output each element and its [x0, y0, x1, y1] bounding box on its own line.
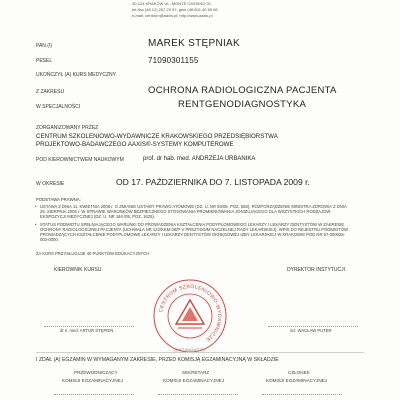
- pan-label: PAN (I): [36, 43, 53, 49]
- seal-ring-text: CENTRUM SZKOLENIOWO-WYDAWNICZE: [158, 283, 223, 343]
- signature-line-member: [262, 394, 342, 395]
- course-manager-name: dr n. med. ARTUR STĘPIEŃ: [60, 328, 114, 333]
- legal-basis-bullet-1: [35, 204, 350, 219]
- education-points: ZA KURS PRZYSŁUGUJE 40 PUNKTÓW EDUKACYJNYCH: [36, 251, 150, 256]
- legal-basis-text-1: USTAWA Z DNIA 11. KWIETNIA 2008 r. O ZMIANIE USTAWY PRAWO ATOMOWE (DZ. U. NR 93/08, POZ. 583), ROZPORZĄDZENIE MINISTRA ZDROWIA Z DNIA 25. SIERPNIA 2005 r. W SPRAWIE WARUNKÓW BEZPIECZNEGO STOSOWANIA PROMIENIOWANIA JONIZUJĄCEGO DLA WSZYSTKICH RODZAJÓW EKSPOZYCJI MEDYCZNEJ (DZ. U. NR 194 /05, POZ. 1625).: [40, 204, 347, 219]
- pesel-value: 71090301155: [148, 56, 199, 65]
- exam-col1-committee: KOMISJI EGZAMINACYJNEJ: [62, 378, 124, 383]
- exam-col2-role: SEKRETARZ: [182, 370, 210, 375]
- exam-col1-role: PRZEWODNICZĄCY: [74, 370, 118, 375]
- scope-value: OCHRONA RADIOLOGICZNA PACJENTA: [148, 85, 337, 96]
- course-manager-title: KIEROWNIK KURSU: [54, 267, 102, 273]
- organizer-label: ZORGANIZOWANY PRZEZ: [36, 125, 99, 131]
- legal-basis-label: PODSTAWA PRAWNA:: [36, 197, 81, 202]
- seal-logo: [176, 300, 204, 328]
- signature-line-right: [268, 326, 358, 327]
- signature-line-chair: [54, 394, 134, 395]
- person-name: MAREK STĘPNIAK: [148, 38, 240, 49]
- exam-col3-committee: KOMISJI EGZAMINACYJNEJ: [266, 378, 328, 383]
- organizer-line-2: PROJEKTOWO-BADAWCZEGO AAXIS®-SYSTEMY KOMPUTEROWE: [36, 141, 234, 148]
- director-title: DYREKTOR INSTYTUCJI: [287, 267, 345, 273]
- signature-line-left: [44, 326, 134, 327]
- seal-graphic: [150, 276, 230, 356]
- period-value: OD 17. PAŹDZIERNIKA DO 7. LISTOPADA 2009 r.: [116, 177, 310, 187]
- seal-bottom-text: (ORGANIZATOR): [174, 347, 206, 352]
- period-label: W OKRESIE: [36, 181, 65, 187]
- director-label: POD KIEROWNICTWEM NAUKOWYM: [36, 157, 124, 163]
- director-name: inż. WACŁAW PUTER: [290, 328, 332, 333]
- specialty-value: RENTGENODIAGNOSTYKA: [178, 99, 307, 110]
- bullet-icon: •: [35, 204, 37, 209]
- scope-label: Z ZAKRESU: [36, 89, 65, 95]
- bullet-icon: •: [35, 222, 37, 227]
- address-line-1: 30-124 KRAKÓW UL. MONTE CASSINO 31: [132, 1, 211, 6]
- specialty-label: W SPECJALNOŚCI: [36, 104, 81, 110]
- address-line-3: e-mail: centrum@aaxis.pl; http://www.aaxis.pl: [132, 13, 213, 18]
- divider: [36, 352, 364, 353]
- address-line-2: tel./fax (48 12) 267 29 67; gsm (48 601 40 65 06: [132, 7, 218, 12]
- exam-statement: I ZDAŁ (A) EGZAMIN W WYMAGANYM ZAKRESIE, PRZED KOMISJĄ EGZAMINACYJNĄ W SKŁADZIE: [36, 357, 279, 363]
- signature-line-secretary: [158, 394, 238, 395]
- pesel-label: PESEL: [36, 58, 53, 64]
- organizer-seal: [150, 276, 230, 356]
- organizer-line-1: CENTRUM SZKOLENIOWO-WYDAWNICZE KRAKOWSKIEGO PRZEDSIĘBIORSTWA: [36, 133, 278, 140]
- exam-col3-role: CZŁONEK: [288, 370, 310, 375]
- exam-col2-committee: KOMISJI EGZAMINACYJNEJ: [163, 378, 225, 383]
- course-label: UKOŃCZYŁ (A) KURS MEDYCZNY: [36, 72, 117, 78]
- legal-basis-bullet-2: [35, 222, 350, 242]
- scientific-director: prof. dr hab. med. ANDRZEJA URBANIKA: [143, 156, 256, 162]
- legal-basis-text-2: STATUS PODMIOTU SPEŁNIAJĄCEGO WARUNKI DO PROWADZENIA KSZTAŁCENIA PODYPLOMOWEGO LEKARZY I LEKARZY DENTYSTÓW W ZAKRESIE OCHRONY RADIOLOGICZNEJ PACJENTA (UCHWAŁA NR 122/KKM-08/P-V PREZYDIUM NACZELNEJ RADY LEKARSKIEJ), WPIS DO REJESTRU PODMIOTÓW PROWADZĄCYCH KSZTAŁCENIE PODYPLOMOWE LEKARZY I LEKARZY DENTYSTÓW OKRĘGOWEJ IZBY LEKARSKIEJ W KRAKOWIE POD NR 57-000025-003-0000.: [40, 222, 349, 242]
